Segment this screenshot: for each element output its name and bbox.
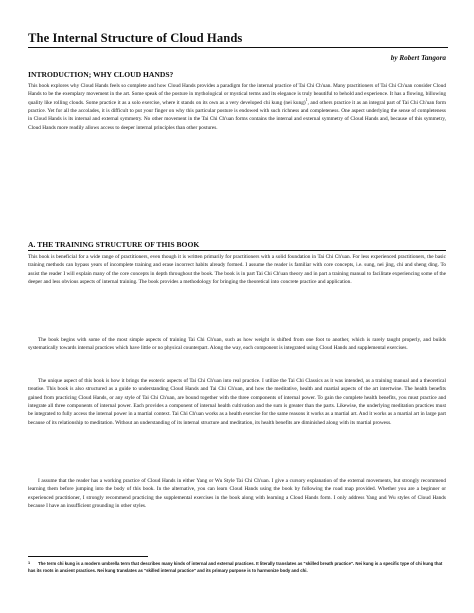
intro-paragraph <box>28 82 446 132</box>
intro-heading: INTRODUCTION; WHY CLOUD HANDS? <box>28 70 174 79</box>
section-a-paragraph-1: This book is beneficial for a wide range of practitioners, even though it is written primarily for practitioners with a solid foundation in Tai Chi Ch'uan. For less experienced practitioners, the basic training methods can bypass years of incomplete training and erase incorrect habits already formed. I assume the reader is familiar with core concepts, i.e. sung, nei jing, chi and sheng ding. To assist the reader I will explain many of the core concepts in depth throughout the book. The book is in part Tai Chi Ch'uan theory and in part a training manual to facilitate experiencing some of the deeper and less obvious aspects of internal training. The book provides a methodology for bringing the theoretical into concrete practice and application. <box>28 254 446 286</box>
section-a-paragraph-4: I assume that the reader has a working practice of Cloud Hands in either Yang or Wu Style Tai Chi Ch'uan. I give a cursory explanation of the external movements, but strongly recommend learning them before jumping into the body of this book. In the alternative, you can learn Cloud Hands using the book by following the road map provided. Whether you are a beginner or experienced practitioner, I strongly recommend practicing the supplemental exercises in the book along with learning a Cloud Hands form. I only address Yang and Wu styles of Cloud Hands because I have an insufficient grounding in other styles. <box>28 478 446 510</box>
footnote-mark: 1 <box>28 561 31 565</box>
footnote-reference[interactable]: 1 <box>305 97 308 102</box>
section-a-paragraph-3: The unique aspect of this book is how it brings the esoteric aspects of Tai Chi Ch'uan into real practice. I utilize the Tai Chi Classics as it was intended, as a training manual and a theoretical treatise. This book is also structured as a guide to understanding Cloud Hands and Tai Chi Ch'uan, and how the meditative, health and martial aspects of the art intertwine. The health benefits gained from practicing Cloud Hands, or any style of Tai Chi Ch'uan, are bound together with the three components of internal power. To gain the complete health benefits, you must practice and integrate all three components of internal power. Each provides a component of internal health cultivation and the sum is greater than the parts. Likewise, the underlying meditation practices must be integrated to fully access the internal power in a martial context. Tai Chi Ch'uan works as a health exercise for the same reasons it works as a martial art. And it works as a martial art in large part because of its relationship to meditation. Without an understanding of its internal structure and meditation, its health benefits are diminished along with its martial prowess. <box>28 378 446 426</box>
footnote <box>28 560 446 574</box>
footnote-divider <box>28 556 148 557</box>
intro-text-b: , and others practice it as an integral part of Tai Chi Ch'uan form practice. Yet for all the accolades, it is difficult to put your finger on why this particular posture is endowed with such richness and completeness. One aspect underlying the sense of completeness in Cloud Hands is its internal and external symmetry. No other movement in the Tai Chi Ch'uan forms contains the internal and external symmetry of Cloud Hands and, because of this symmetry, Cloud Hands more readily allows access to deeper internal principles than other postures. <box>28 99 446 131</box>
document-title: The Internal Structure of Cloud Hands <box>28 31 448 48</box>
intro-text-a: This book explores why Cloud Hands feels so complete and how Cloud Hands provides a paradigm for the internal practice of Tai Chi Ch'uan. Many practitioners of Tai Chi Ch'uan consider Cloud Hands to be the exemplary movement in the art. Some speak of the posture in mythological or mystical terms and its elegance is truly beautiful to behold and experience. It has a flowing, billowing quality like rolling clouds. Some practice it as a solo exercise, where it stands on its own as a very developed chi kung (nei kung) <box>28 83 446 106</box>
section-a-paragraph-2: The book begins with some of the most simple aspects of training Tai Chi Ch'uan, such as how weight is shifted from one foot to another, which is rarely taught properly, and builds systematically towards internal practices which have little or no physical counterpart. Along the way, each component is integrated using Cloud Hands and supplemental exercises. <box>28 337 446 352</box>
author-byline: by Robert Tangora <box>390 54 446 62</box>
section-a-heading: A. THE TRAINING STRUCTURE OF THIS BOOK <box>28 240 446 251</box>
footnote-text: The term chi kung is a modern umbrella term that describes many kinds of internal and external practices. It literally translates as "skilled breath practice". Nei kung is a specific type of chi kung that has its roots in ancient practices. Nei kung translates as "skilled internal practice" and its primary purpose is to harmonize body and chi. <box>28 561 443 573</box>
